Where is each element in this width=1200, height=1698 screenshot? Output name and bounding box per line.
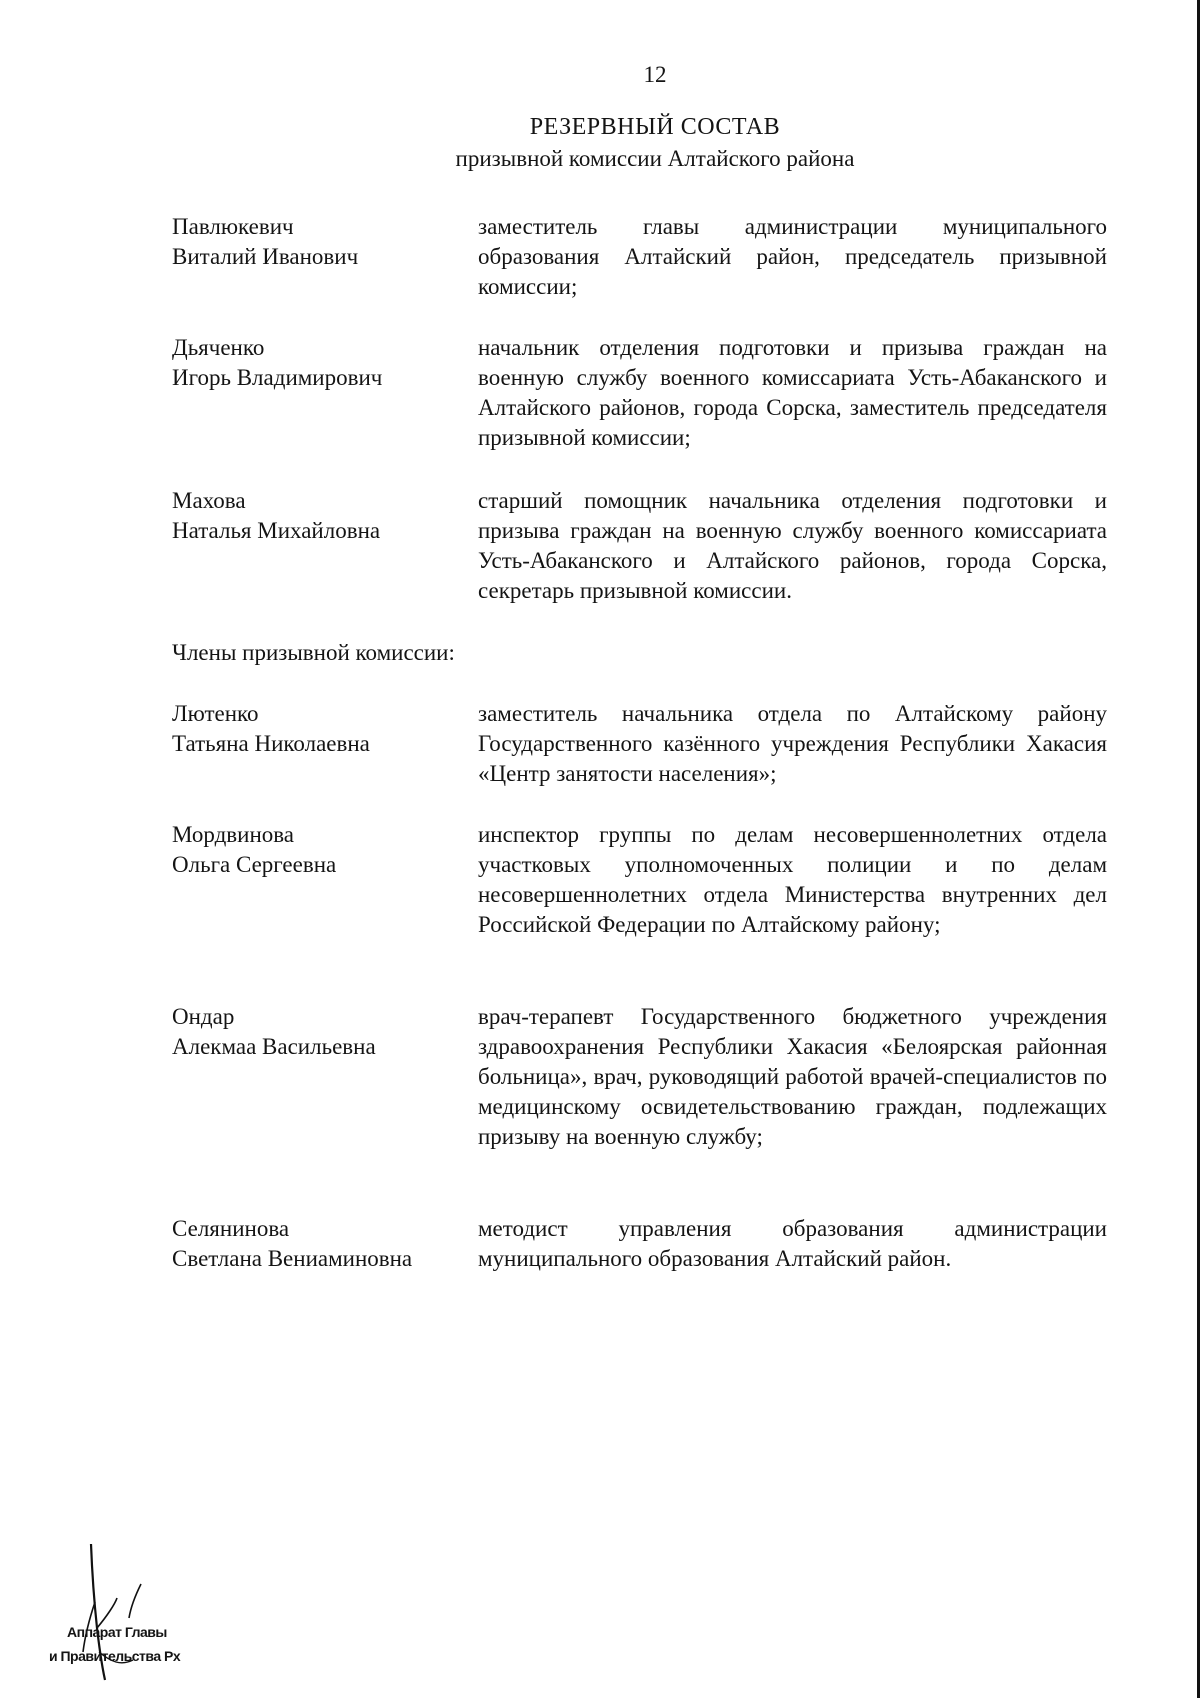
person-name: Павлюкевич Виталий Иванович <box>172 214 359 269</box>
page-number: 12 <box>643 62 667 87</box>
document-subtitle: призывной комиссии Алтайского района <box>455 146 855 171</box>
person-name: Мордвинова Ольга Сергеевна <box>172 822 337 877</box>
members-heading: Члены призывной комиссии: <box>172 640 455 665</box>
person-position: врач-терапевт Государственного бюджетного учреждения здравоохранения Республики Хакасия «Белоярская районная больница», врач, руководящий работой врачей-специалистов по медицинскому освидетельствованию граждан, подлежащих призыву на военную службу; <box>478 1004 1107 1149</box>
person-name: Ондар Алекмаа Васильевна <box>172 1004 376 1059</box>
person-name: Селянинова Светлана Вениаминовна <box>172 1216 413 1271</box>
person-position: заместитель начальника отдела по Алтайскому району Государственного казённого учреждения Республики Хакасия «Центр занятости населения»; <box>478 701 1107 786</box>
person-name: Махова Наталья Михайловна <box>172 488 381 543</box>
signature-icon <box>45 1540 245 1690</box>
person-position: инспектор группы по делам несовершеннолетних отдела участковых уполномоченных полиции и по делам несовершеннолетних отдела Министерства внутренних дел Российской Федерации по Алтайскому району; <box>478 822 1107 937</box>
person-position: старший помощник начальника отделения подготовки и призыва граждан на военную службу военного комиссариата Усть-Абаканского и Алтайского районов, города Сорска, секретарь призывной комиссии. <box>478 488 1107 603</box>
person-position: начальник отделения подготовки и призыва граждан на военную службу военного комиссариата Усть-Абаканского и Алтайского районов, города Сорска, заместитель председателя призывной комиссии; <box>478 335 1107 450</box>
document-title: РЕЗЕРВНЫЙ СОСТАВ <box>529 114 781 140</box>
person-name: Лютенко Татьяна Николаевна <box>172 701 370 756</box>
office-stamp <box>45 1540 245 1690</box>
person-position: методист управления образования администрации муниципального образования Алтайский район. <box>478 1216 1107 1271</box>
stamp-text-line2: и Правительства Рх <box>49 1648 181 1664</box>
person-position: заместитель главы администрации муниципального образования Алтайский район, председатель призывной комиссии; <box>478 214 1107 299</box>
person-name: Дьяченко Игорь Владимирович <box>172 335 383 390</box>
stamp-text-line1: Аппарат Главы <box>67 1624 167 1640</box>
